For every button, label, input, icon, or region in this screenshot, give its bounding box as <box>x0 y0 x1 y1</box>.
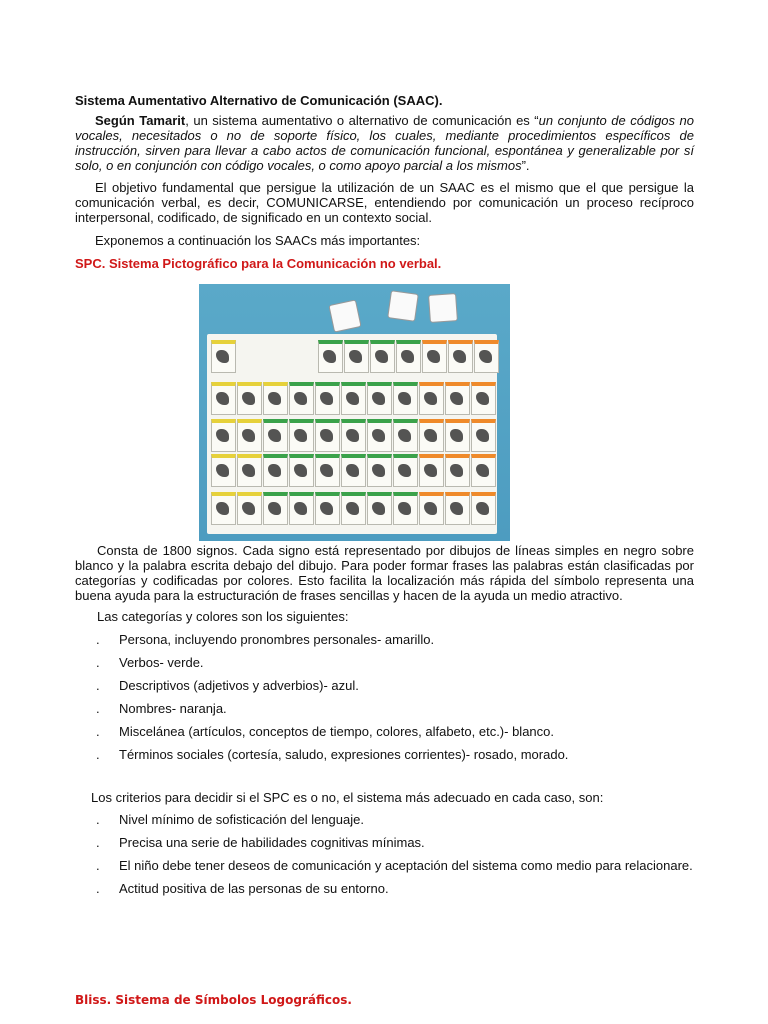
board-row <box>211 419 496 449</box>
board-row <box>211 382 496 412</box>
paragraph-signs: Consta de 1800 signos. Cada signo está representado por dibujos de líneas simples en negro sobre blanco y la palabra escrita debajo del dibujo. Para poder formar frases las palabras están clasificadas por categorías y codificadas por colores. Esto facilita la localización más rápida del símbolo representa una buena ayuda para la estructuración de frases sencillas y hacen de la ayuda un medio atractivo. <box>75 543 694 603</box>
document-title: Sistema Aumentativo Alternativo de Comunicación (SAAC). <box>75 93 443 108</box>
paragraph-objective: El objetivo fundamental que persigue la utilización de un SAAC es el mismo que el que persigue la comunicación verbal, es decir, COMUNICARSE, entendiendo por comunicación un proceso recíproco interpersonal, codificado, de significado en un contexto social. <box>75 180 694 225</box>
categories-list <box>94 632 568 770</box>
list-item: . Actitud positiva de las personas de su entorno. <box>94 881 693 904</box>
definition-intro: , un sistema aumentativo o alternativo de comunicación es “ <box>185 113 539 128</box>
list-item: . Términos sociales (cortesía, saludo, expresiones corrientes)- rosado, morado. <box>94 747 568 770</box>
list-item: . Nivel mínimo de sofisticación del lenguaje. <box>94 812 693 835</box>
list-item: . Verbos- verde. <box>94 655 568 678</box>
heading-spc: SPC. Sistema Pictográfico para la Comunicación no verbal. <box>75 256 442 271</box>
board-row <box>211 454 496 484</box>
criteria-list <box>94 812 693 904</box>
loose-card <box>328 299 361 332</box>
list-item: . Persona, incluyendo pronombres personales- amarillo. <box>94 632 568 655</box>
list-item: . Nombres- naranja. <box>94 701 568 724</box>
list-item: . Precisa una serie de habilidades cognitivas mínimas. <box>94 835 693 858</box>
list-item: . El niño debe tener deseos de comunicación y aceptación del sistema como medio para relacionare. <box>94 858 693 881</box>
board-row <box>211 492 496 522</box>
board-row <box>211 340 499 370</box>
list-item: . Miscelánea (artículos, conceptos de tiempo, colores, alfabeto, etc.)- blanco. <box>94 724 568 747</box>
paragraph-definition <box>75 113 694 173</box>
heading-bliss: Bliss. Sistema de Símbolos Logográficos. <box>75 993 352 1007</box>
definition-end: ”. <box>521 158 530 173</box>
definition-quote: un conjunto de códigos no vocales, necesitados o no de soporte físico, los cuales, mediante procedimientos específicos de instrucción, sirven para llevar a cabo actos de comunicación funcional, espontánea y generalizable por sí solo, o en conjunción con código vocales, o como apoyo parcial a los mismos <box>75 113 694 173</box>
author-name: Según Tamarit <box>95 113 186 128</box>
spc-board-photo <box>199 284 510 541</box>
loose-card <box>428 293 458 323</box>
loose-card <box>387 290 419 322</box>
paragraph-criteria-intro: Los criterios para decidir si el SPC es o no, el sistema más adecuado en cada caso, son: <box>91 790 604 805</box>
paragraph-intro-saacs: Exponemos a continuación los SAACs más importantes: <box>95 233 421 248</box>
list-item: . Descriptivos (adjetivos y adverbios)- azul. <box>94 678 568 701</box>
paragraph-categories-intro: Las categorías y colores son los siguientes: <box>97 609 349 624</box>
